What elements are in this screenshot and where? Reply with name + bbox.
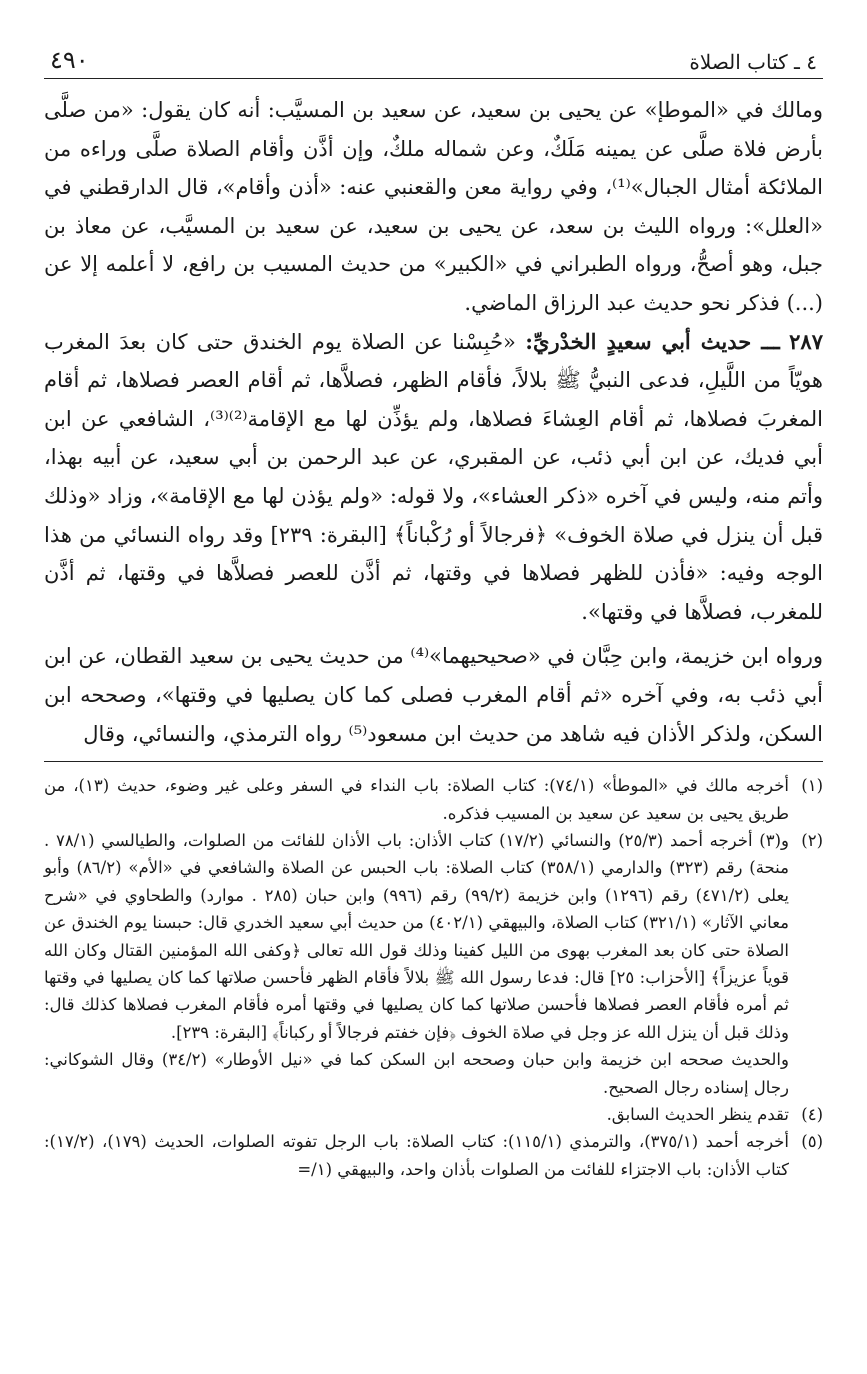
hadith-text: «حُبِسْنا عن الصلاة يوم الخندق حتى كان بعدَ المغرب هويّاً من اللَّيلِ، فدعى النبيُّ ﷺ بلالاً، فأقام الظهر، فصلاَّها، ثم أقام العصر فصلاها، ثم أقام المغربَ فصلاها، ثم أقام العِشاءَ فصلاها، ولم يؤذِّن لها مع الإقامة⁽²⁾⁽³⁾، الشافعي عن ابن أبي فديك، عن ابن أبي ذئب، عن المقبري، عن عبد الرحمن بن أبي سعيد، عن أبيه بهذا، وأتم منه، وليس في آخره «ذكر العشاء»، ولا قوله: «ولم يؤذن لها مع الإقامة»، وزاد «وذلك قبل أن ينزل في صلاة الخوف» ﴿فرجالاً أو رُكْباناً﴾ [البقرة: ٢٣٩] وقد رواه النسائي من هذا الوجه وفيه: «فأذن للظهر فصلاها في وقتها، ثم أذَّن للعصر فصلاَّها في وقتها، ثم أذَّن للمغرب، فصلاَّها في وقتها». bbox=[44, 329, 824, 624]
footnote-separator bbox=[44, 761, 823, 762]
hadith-title: ـــ حديث أبي سعيدٍ الخدْريِّ: bbox=[525, 328, 780, 354]
footnote-text: تقدم ينظر الحديث السابق. bbox=[606, 1104, 789, 1124]
footnote-number: (٥) bbox=[801, 1132, 823, 1152]
main-text bbox=[44, 91, 823, 753]
footnote-4 bbox=[44, 1101, 823, 1128]
page-header bbox=[44, 40, 823, 79]
footnote-number: (٤) bbox=[801, 1104, 823, 1124]
footnote-number: (١) bbox=[801, 776, 823, 796]
paragraph-malik: ومالك في «الموطإ» عن يحيى بن سعيد، عن سعيد بن المسيَّب: أنه كان يقول: «من صلَّى بأرض فلاة صلَّى عن يمينه مَلَكٌ، وعن شماله ملكٌ، وإن أذَّن وأقام الصلاة صلَّى وراءه من الملائكة أمثال الجبال»⁽¹⁾، وفي رواية معن والقعنبي عنه: «أذن وأقام»، قال الدارقطني في «العلل»: ورواه الليث بن سعد، عن يحيى بن سعيد، عن سعيد بن المسيَّب، عن معاذ بن جبل، وهو أصحُّ، ورواه الطبراني في «الكبير» من حديث المسيب بن رافع، لا أعلمه إلا عن (...) فذكر نحو حديث عبد الرزاق الماضي. bbox=[44, 98, 823, 315]
footnote-text: و(٣) أخرجه أحمد (٢٥/٣) والنسائي (١٧/٢) كتاب الأذان: باب الأذان للفائت من الصلوات، والطيالسي (٧٨/١ . منحة) رقم (٣٢٣) والدارمي (٣٥٨/١) كتاب الصلاة: باب الحبس عن الصلاة والشافعي في «الأم» (٨٦/٢) وأبو يعلى (٤٧١/٢) رقم (١٢٩٦) وابن خزيمة (٩٩/٢) رقم (٩٩٦) وابن حبان (٢٨٥ . موارد) والطحاوي في «شرح معاني الآثار» (٣٢١/١) كتاب الصلاة، والبيهقي (٤٠٢/١) من حديث أبي سعيد الخدري قال: حبسنا يوم الخندق عن الصلاة حتى كان بعد المغرب بهوى من الليل كفينا وذلك قول الله تعالى ﴿وكفى الله المؤمنين القتال وكان الله قوياً عزيزاً﴾ [الأحزاب: ٢٥] قال: فدعا رسول الله ﷺ بلالاً فأقام الظهر فأحسن صلاتها كما كان يصليها في وقتها ثم أمره فأقام العصر فصلاها فأحسن صلاتها كما كان يصليها في وقتها أمره فأقام المغرب فصلاها كذلك قال: وذلك قبل أن ينزل الله عز وجل في صلاة الخوف ﴿فإن خفتم فرجالاً أو ركباناً﴾ [البقرة: ٢٣٩]. bbox=[44, 830, 790, 1042]
footnote-text: أخرجه مالك في «الموطأ» (٧٤/١): كتاب الصلاة: باب النداء في السفر وعلى غير وضوء، حديث (١٣)، من طريق يحيى بن سعيد عن سعيد بن المسيب فذكره. bbox=[44, 776, 789, 823]
page-number: ٤٩٠ bbox=[50, 46, 89, 74]
footnote-text: أخرجه أحمد (٣٧٥/١)، والترمذي (١١٥/١): كتاب الصلاة: باب الرجل تفوته الصلوات، الحديث (١٧٩)، (١٧/٢): كتاب الأذان: باب الاجتزاء للفائت من الصلوات بأذان واحد، والبيهقي (١/= bbox=[44, 1132, 789, 1179]
footnote-2-continuation: والحديث صححه ابن خزيمة وابن حبان وصححه ابن السكن كما في «نيل الأوطار» (٣٤/٢) وقال الشوكاني: رجال إسناده رجال الصحيح. bbox=[44, 1050, 789, 1097]
footnote-1 bbox=[44, 772, 823, 827]
running-title: ٤ ـ كتاب الصلاة bbox=[689, 50, 817, 74]
paragraph-ibn-khuzayma: ورواه ابن خزيمة، وابن حِبَّان في «صحيحيهما»⁽⁴⁾ من حديث يحيى بن سعيد القطان، عن ابن أبي ذئب به، وفي آخره «ثم أقام المغرب فصلى كما كان يصليها في وقتها»، وصححه ابن السكن، ولذكر الأذان فيه شاهد من حديث ابن مسعود⁽⁵⁾ رواه الترمذي، والنسائي، وقال bbox=[44, 644, 823, 746]
footnote-number: (٢) bbox=[801, 830, 823, 850]
footnote-2 bbox=[44, 827, 823, 1046]
footnotes bbox=[44, 772, 823, 1183]
hadith-287-paragraph bbox=[44, 323, 823, 632]
footnote-5 bbox=[44, 1128, 823, 1183]
hadith-number: ٢٨٧ bbox=[789, 328, 823, 354]
